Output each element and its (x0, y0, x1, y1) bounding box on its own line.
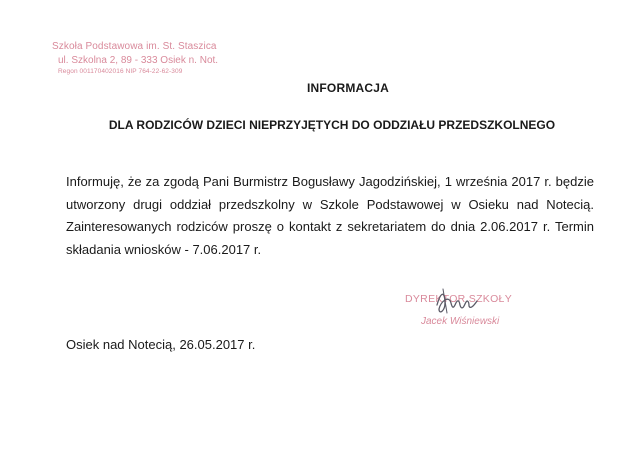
place-and-date: Osiek nad Notecią, 26.05.2017 r. (66, 337, 256, 352)
document-body: Informuję, że za zgodą Pani Burmistrz Bogusławy Jagodzińskiej, 1 września 2017 r. będzie utworzony drugi oddział przedszkolny w Szkole Podstawowej w Osieku nad Notecią. Zainteresowanych rodziców proszę o kontakt z sekretariatem do dnia 2.06.2017 r. Termin składania wniosków - 7.06.2017 r. (66, 174, 594, 257)
signature-stamp (405, 291, 525, 339)
stamp-school-name: Szkoła Podstawowa im. St. Staszica (52, 41, 217, 52)
school-stamp (52, 42, 218, 76)
stamp-registry-numbers: Regon 001170402016 NIP 764-22-62-309 (58, 68, 183, 75)
signature-name: Jacek Wiśniewski (421, 316, 500, 327)
signature-role: DYREKTOR SZKOŁY (405, 293, 512, 305)
handwritten-signature-icon (433, 285, 483, 319)
document-title: INFORMACJA (307, 81, 389, 95)
stamp-address: ul. Szkolna 2, 89 - 333 Osiek n. Not. (58, 55, 219, 66)
document-subtitle: DLA RODZICÓW DZIECI NIEPRZYJĘTYCH DO ODDZIAŁU PRZEDSZKOLNEGO (108, 118, 556, 132)
